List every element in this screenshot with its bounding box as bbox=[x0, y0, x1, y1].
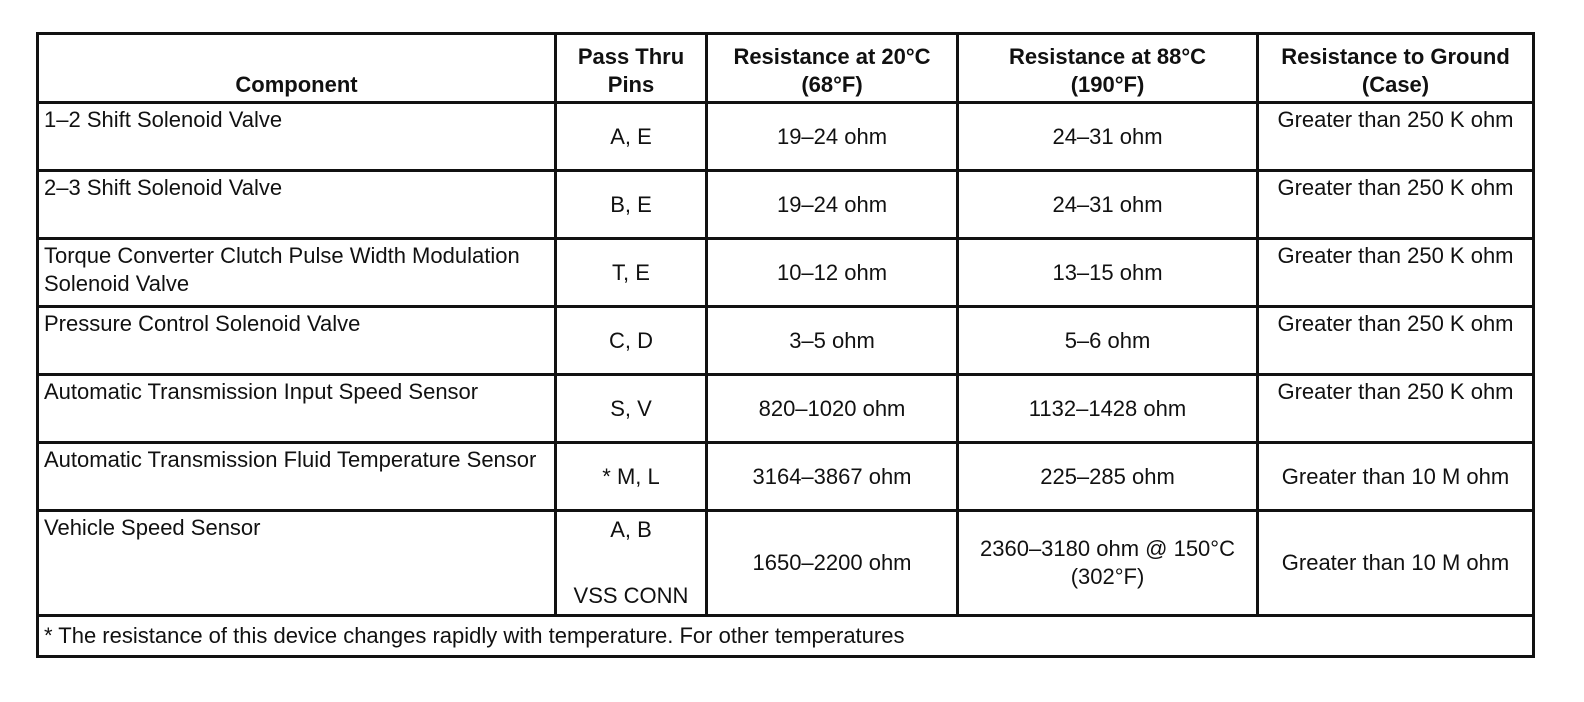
component-cell: Torque Converter Clutch Pulse Width Modulation Solenoid Valve bbox=[38, 239, 556, 307]
resistance-20c-cell: 1650–2200 ohm bbox=[707, 511, 958, 616]
resistance-20c-cell: 19–24 ohm bbox=[707, 103, 958, 171]
component-cell: Automatic Transmission Fluid Temperature Sensor bbox=[38, 443, 556, 511]
resistance-20c-cell: 10–12 ohm bbox=[707, 239, 958, 307]
header-resistance-to-ground: Resistance to Ground (Case) bbox=[1258, 34, 1534, 103]
footnote-row bbox=[38, 616, 1534, 657]
component-cell: 2–3 Shift Solenoid Valve bbox=[38, 171, 556, 239]
resistance-88c-cell: 2360–3180 ohm @ 150°C (302°F) bbox=[958, 511, 1258, 616]
resistance-88c-cell: 13–15 ohm bbox=[958, 239, 1258, 307]
table-row bbox=[38, 375, 1534, 443]
resistance-20c-cell: 3164–3867 ohm bbox=[707, 443, 958, 511]
pins-cell bbox=[556, 511, 707, 616]
component-cell: Pressure Control Solenoid Valve bbox=[38, 307, 556, 375]
resistance-20c-cell: 820–1020 ohm bbox=[707, 375, 958, 443]
table-row bbox=[38, 511, 1534, 616]
pins-cell: * M, L bbox=[556, 443, 707, 511]
pins-cell: B, E bbox=[556, 171, 707, 239]
resistance-88c-cell: 24–31 ohm bbox=[958, 171, 1258, 239]
component-cell: Automatic Transmission Input Speed Sensor bbox=[38, 375, 556, 443]
resistance-88c-cell: 5–6 ohm bbox=[958, 307, 1258, 375]
resistance-ground-cell: Greater than 250 K ohm bbox=[1258, 307, 1534, 375]
connector-label: VSS CONN bbox=[573, 583, 689, 608]
resistance-ground-cell: Greater than 250 K ohm bbox=[1258, 239, 1534, 307]
component-cell: 1–2 Shift Solenoid Valve bbox=[38, 103, 556, 171]
pins-cell: A, E bbox=[556, 103, 707, 171]
resistance-88c-cell: 24–31 ohm bbox=[958, 103, 1258, 171]
header-resistance-88c: Resistance at 88°C (190°F) bbox=[958, 34, 1258, 103]
resistance-20c-cell: 3–5 ohm bbox=[707, 307, 958, 375]
resistance-ground-cell: Greater than 250 K ohm bbox=[1258, 103, 1534, 171]
component-cell: Vehicle Speed Sensor bbox=[38, 511, 556, 616]
table-row bbox=[38, 443, 1534, 511]
table-row bbox=[38, 171, 1534, 239]
header-resistance-20c: Resistance at 20°C (68°F) bbox=[707, 34, 958, 103]
pins-cell: C, D bbox=[556, 307, 707, 375]
resistance-ground-cell: Greater than 10 M ohm bbox=[1258, 511, 1534, 616]
resistance-88c-cell: 225–285 ohm bbox=[958, 443, 1258, 511]
resistance-88c-cell: 1132–1428 ohm bbox=[958, 375, 1258, 443]
resistance-ground-cell: Greater than 250 K ohm bbox=[1258, 375, 1534, 443]
table-row bbox=[38, 239, 1534, 307]
resistance-ground-cell: Greater than 250 K ohm bbox=[1258, 171, 1534, 239]
header-pass-thru-pins: Pass Thru Pins bbox=[556, 34, 707, 103]
table-row bbox=[38, 103, 1534, 171]
footnote: * The resistance of this device changes rapidly with temperature. For other temperatures bbox=[38, 616, 1534, 657]
table-row bbox=[38, 307, 1534, 375]
resistance-ground-cell: Greater than 10 M ohm bbox=[1258, 443, 1534, 511]
resistance-20c-cell: 19–24 ohm bbox=[707, 171, 958, 239]
resistance-spec-table bbox=[36, 32, 1535, 658]
header-component: Component bbox=[38, 34, 556, 103]
pins-cell: T, E bbox=[556, 239, 707, 307]
pins-value: A, B bbox=[610, 517, 652, 542]
pins-cell: S, V bbox=[556, 375, 707, 443]
header-row bbox=[38, 34, 1534, 103]
